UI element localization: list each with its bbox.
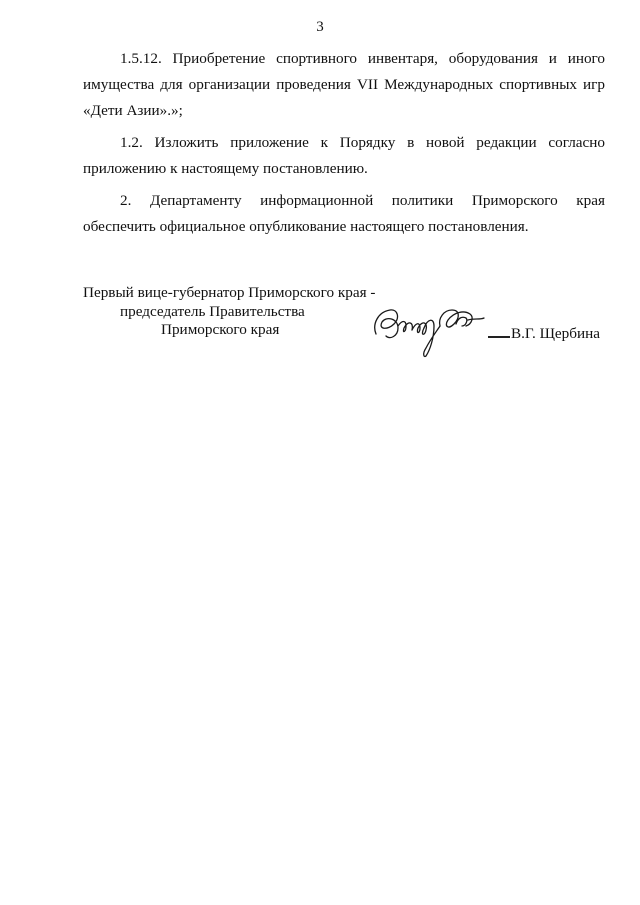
paragraph-1-2: 1.2. Изложить приложение к Порядку в новой редакции согласно приложению к настоящему постановлению. [83, 134, 605, 177]
signature-dash [488, 336, 510, 338]
paragraph-1-5-12: 1.5.12. Приобретение спортивного инвентаря, оборудования и иного имущества для организации проведения VII Международных спортивных игр «Дети Азии».»; [83, 50, 605, 119]
signer-name: В.Г. Щербина [511, 325, 600, 342]
position-line-1: Первый вице-губернатор Приморского края - [83, 284, 376, 301]
paragraph-2: 2. Департаменту информационной политики Приморского края обеспечить официальное опубликование настоящего постановления. [83, 192, 605, 235]
document-body [83, 46, 605, 246]
handwritten-signature [368, 296, 488, 360]
page-number: 3 [316, 19, 324, 35]
signatory-position [83, 284, 375, 340]
position-line-3: Приморского края [161, 321, 280, 338]
position-line-2: председатель Правительства [120, 302, 305, 320]
